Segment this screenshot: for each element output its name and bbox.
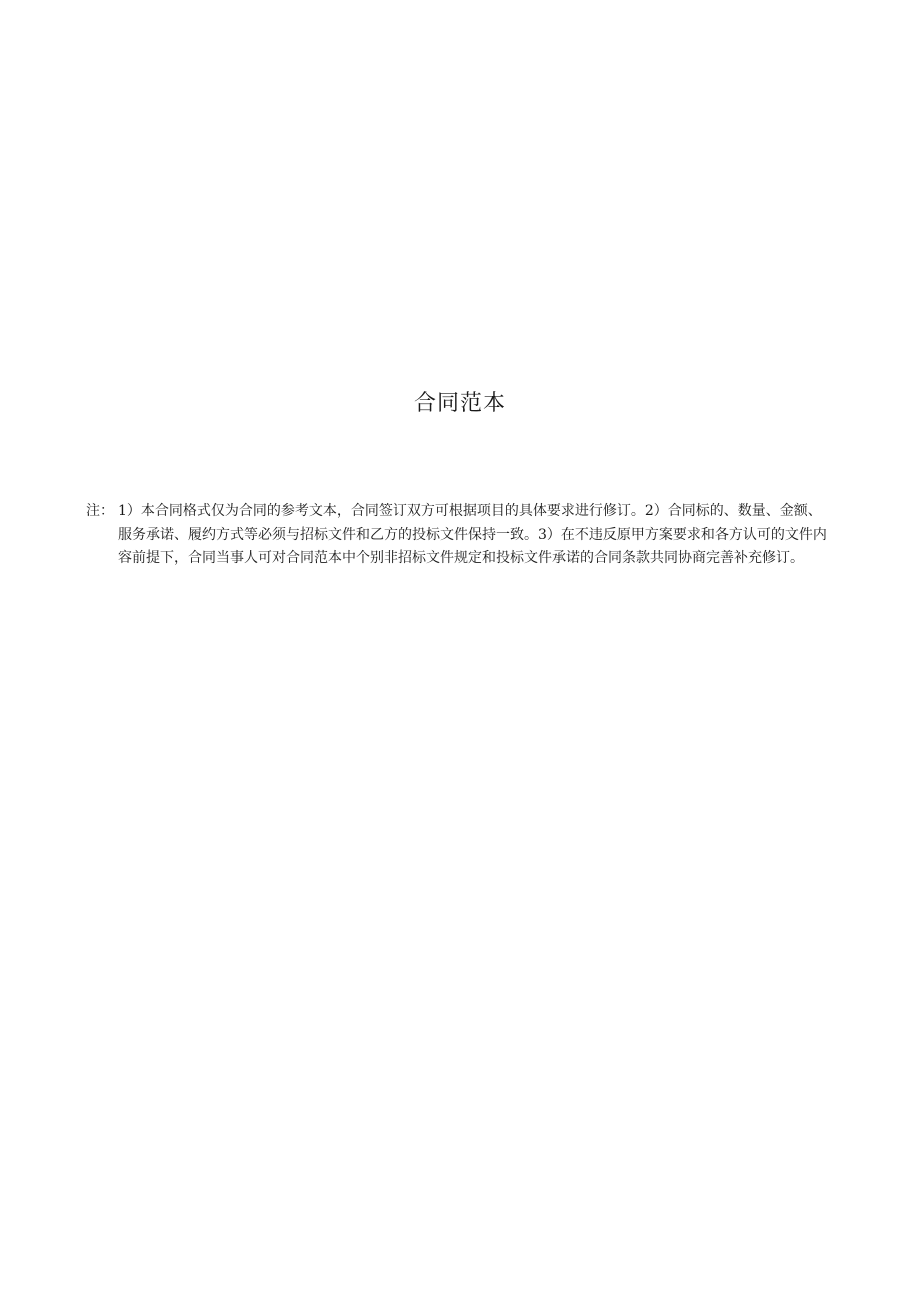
note-text: 1）本合同格式仅为合同的参考文本，合同签订双方可根据项目的具体要求进行修订。2）合同标的、数量、金额、服务承诺、履约方式等必须与招标文件和乙方的投标文件保持一致。3）在不违反原甲方案要求和各方认可的文件内容前提下，合同当事人可对合同范本中个别非招标文件规定和投标文件承诺的合同条款共同协商完善补充修订。	[118, 503, 827, 566]
page-title: 合同范本	[413, 391, 506, 416]
contract-note	[86, 500, 834, 571]
note-prefix: 注：	[86, 503, 114, 519]
